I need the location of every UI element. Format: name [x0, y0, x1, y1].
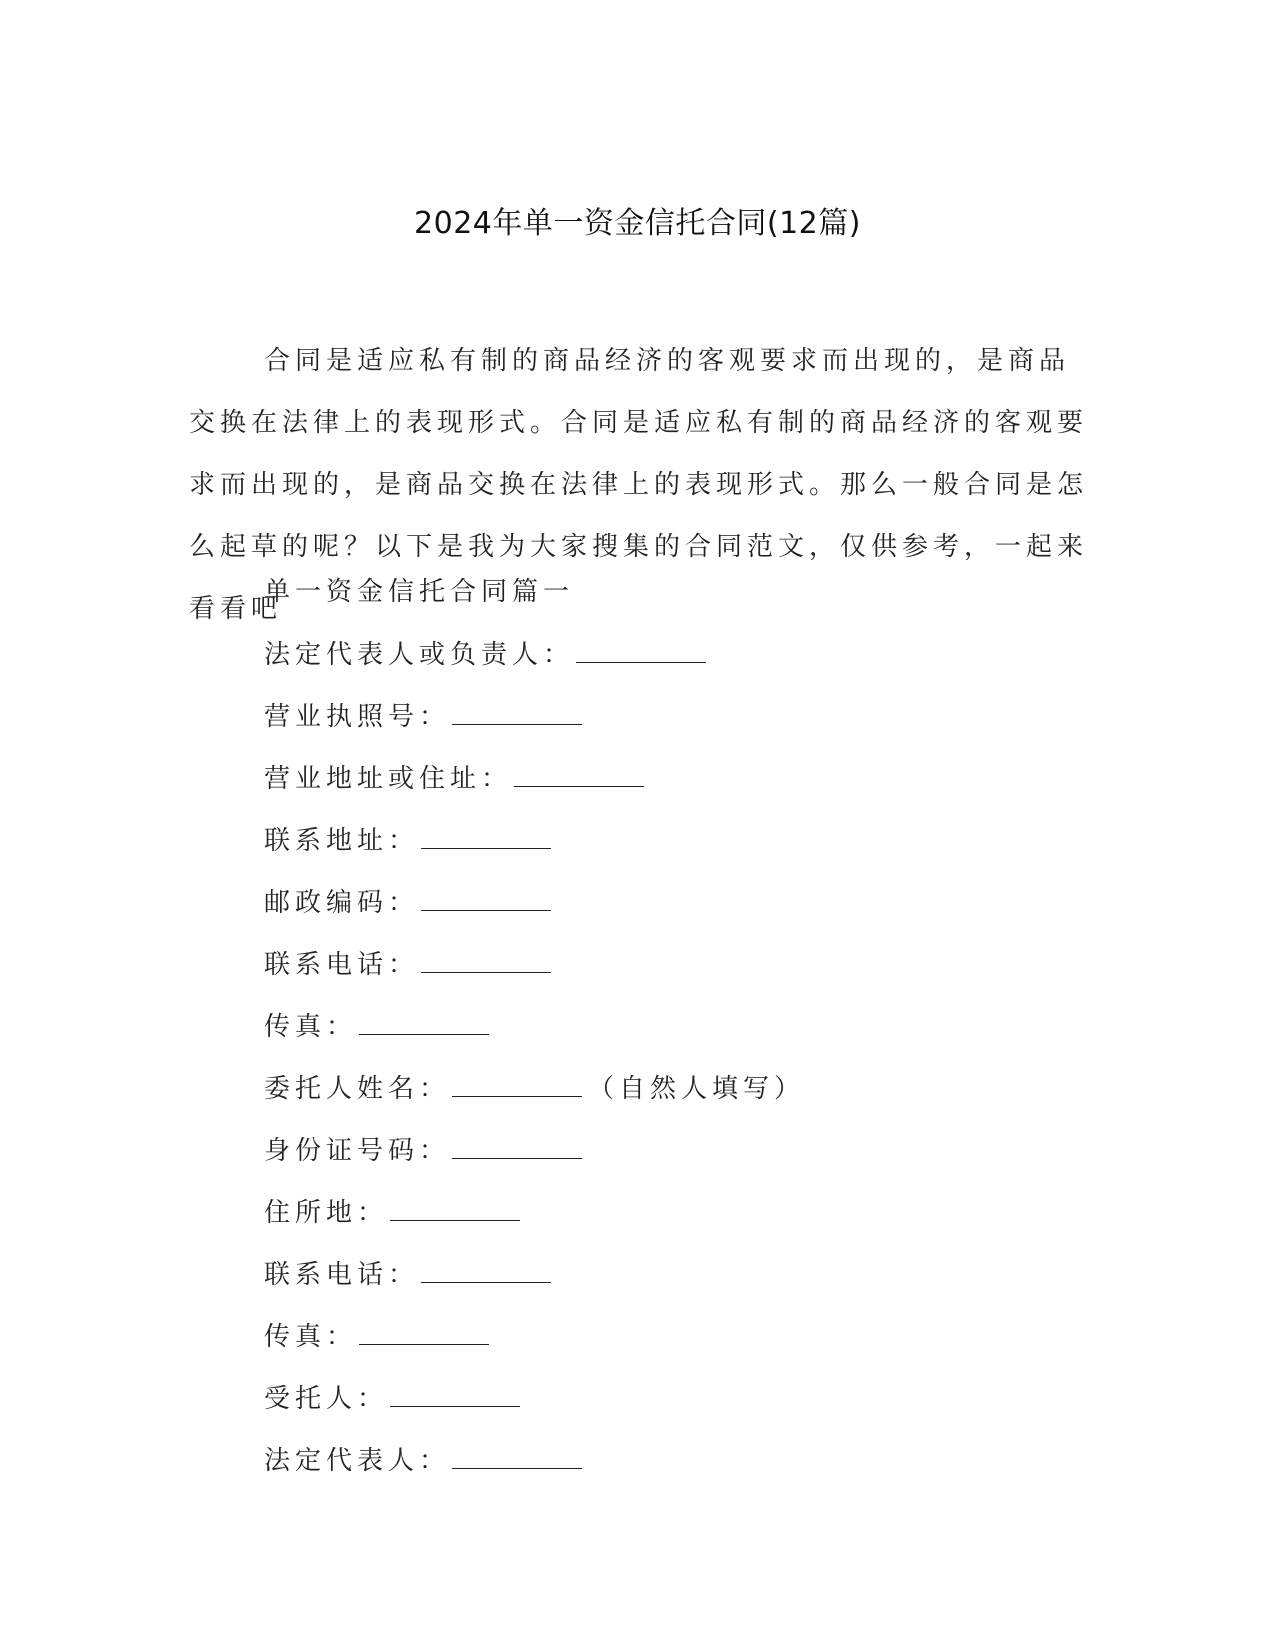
fill-in-blank[interactable]	[421, 1260, 551, 1283]
field-label: 联系电话：	[264, 950, 420, 980]
intro-paragraph: 合同是适应私有制的商品经济的客观要求而出现的，是商品交换在法律上的表现形式。合同是适应私有制的商品经济的客观要求而出现的，是商品交换在法律上的表现形式。那么一般合同是怎么起草的呢？以下是我为大家搜集的合同范文，仅供参考，一起来看看吧	[189, 346, 1089, 624]
field-label: 营业执照号：	[264, 702, 451, 732]
field-legal-representative	[264, 1446, 1164, 1508]
field-postal-code	[264, 888, 1164, 950]
field-client-name	[264, 1074, 1164, 1136]
field-label: 传真：	[264, 1012, 358, 1042]
fill-in-blank[interactable]	[359, 1322, 489, 1345]
fill-in-blank[interactable]	[576, 640, 706, 663]
field-contact-phone	[264, 950, 1164, 1012]
field-contact-address	[264, 826, 1164, 888]
field-domicile	[264, 1198, 1164, 1260]
field-label: 身份证号码：	[264, 1136, 451, 1166]
field-label: 联系电话：	[264, 1260, 420, 1290]
field-label: 受托人：	[264, 1384, 389, 1414]
section-heading: 单一资金信托合同篇一	[264, 577, 575, 607]
field-business-license-number	[264, 702, 1164, 764]
fill-in-blank[interactable]	[452, 1446, 582, 1469]
field-id-number	[264, 1136, 1164, 1198]
field-trustee	[264, 1384, 1164, 1446]
fill-in-blank[interactable]	[390, 1198, 520, 1221]
field-label: 住所地：	[264, 1198, 389, 1228]
fill-in-blank[interactable]	[452, 1136, 582, 1159]
fill-in-blank[interactable]	[452, 702, 582, 725]
document-title: 2024年单一资金信托合同(12篇)	[414, 206, 861, 241]
fill-in-blank[interactable]	[421, 888, 551, 911]
field-label: 传真：	[264, 1322, 358, 1352]
fill-in-blank[interactable]	[421, 826, 551, 849]
fill-in-blank[interactable]	[390, 1384, 520, 1407]
fill-in-blank[interactable]	[452, 1074, 582, 1097]
field-contact-phone-2	[264, 1260, 1164, 1322]
field-label: 联系地址：	[264, 826, 420, 856]
field-label: 法定代表人：	[264, 1446, 451, 1476]
fill-in-blank[interactable]	[421, 950, 551, 973]
contract-form-fields	[264, 578, 1164, 1508]
field-fax	[264, 1012, 1164, 1074]
field-fax-2	[264, 1322, 1164, 1384]
field-label: 营业地址或住址：	[264, 764, 513, 794]
field-note: （自然人填写）	[588, 1074, 806, 1104]
fill-in-blank[interactable]	[359, 1012, 489, 1035]
field-legal-representative-or-person-in-charge	[264, 640, 1164, 702]
field-label: 委托人姓名：	[264, 1074, 451, 1104]
fill-in-blank[interactable]	[514, 764, 644, 787]
field-label: 邮政编码：	[264, 888, 420, 918]
field-label: 法定代表人或负责人：	[264, 640, 575, 670]
field-business-address-or-residence	[264, 764, 1164, 826]
